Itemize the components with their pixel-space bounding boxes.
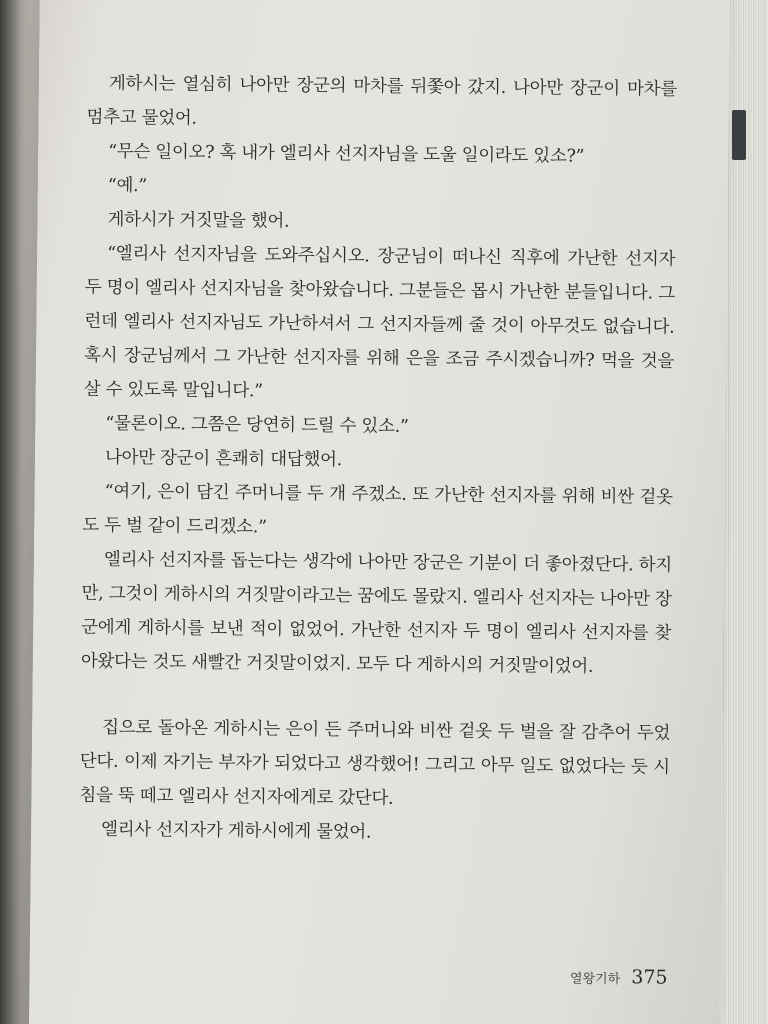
paragraph: “무슨 일이오? 혹 내가 엘리사 선지자님을 도울 일이라도 있소?” (108, 141, 585, 167)
paragraph: “예.” (107, 175, 148, 197)
paragraph: 집으로 돌아온 게하시는 은이 든 주머니와 비싼 겉옷 두 벌을 잘 감추어 두었단다. 이제 자기는 부자가 되었다고 생각했어! 그리고 아무 일도 없었다는 듯 시침을 뚝 떼고 엘리사 선지자에게로 갔단다. (79, 717, 671, 809)
running-book-title: 열왕기하 (569, 971, 621, 988)
paragraph: 게하시가 거짓말을 했어. (107, 209, 290, 232)
book-page (29, 0, 730, 1024)
paragraph: 엘리사 선지자가 게하시에게 물었어. (101, 819, 372, 843)
paragraph: 엘리사 선지자를 돕는다는 생각에 나아만 장군은 기분이 더 좋아졌단다. 하지만, 그것이 게하시의 거짓말이라고는 꿈에도 몰랐지. 엘리사 선지자는 나아만 장군에게 게하시를 보낸 적이 없었어. 가난한 선지자 두 명이 엘리사 선지자를 찾아왔다는 것도 새빨간 거짓말이었지. 모두 다 게하시의 거짓말이었어. (80, 549, 673, 677)
paragraph: “물론이오. 그쯤은 당연히 드릴 수 있소.” (105, 413, 409, 437)
paragraph: “여기, 은이 담긴 주머니를 두 개 주겠소. 또 가난한 선지자를 위해 비싼 겉옷도 두 벌 같이 드리겠소.” (82, 481, 673, 538)
dark-object (732, 110, 746, 160)
page-number: 375 (631, 966, 668, 989)
paragraph: “엘리사 선지자님을 도와주십시오. 장군님이 떠나신 직후에 가난한 선지자 두 명이 엘리사 선지자님을 찾아왔습니다. 그분들은 몹시 가난한 분들입니다. 그런데 엘리사 선지자님도 가난하셔서 그 선지자들께 줄 것이 아무것도 없습니다. 혹시 장군님께서 그 가난한 선지자를 위해 은을 조금 주시겠습니까? 먹을 것을 살 수 있도록 말입니다.” (83, 243, 676, 402)
body-text (79, 66, 677, 852)
paragraph: 나아만 장군이 흔쾌히 대답했어. (104, 447, 343, 471)
paragraph: 게하시는 열심히 나아만 장군의 마차를 뒤쫓아 갔지. 나아만 장군이 마차를 멈추고 물었어. (86, 73, 677, 129)
page-footer (570, 966, 668, 989)
